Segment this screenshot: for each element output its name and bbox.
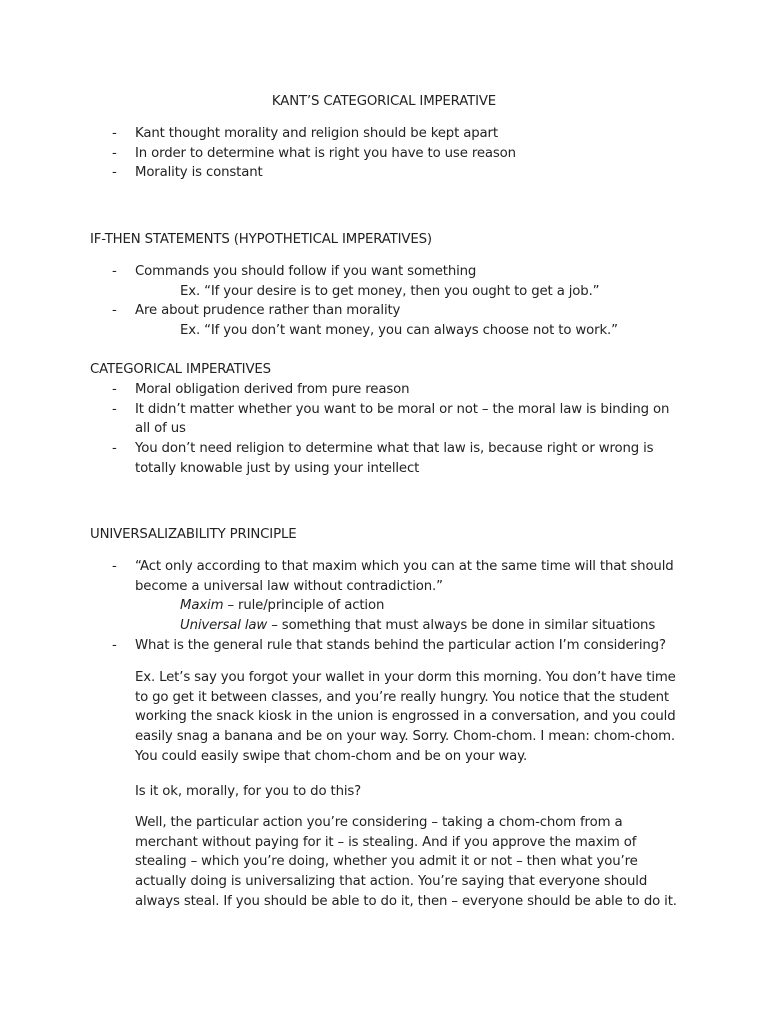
bullet-dash: - xyxy=(112,637,117,653)
bullet-dash: - xyxy=(112,382,117,397)
bullet-dash: - xyxy=(112,401,117,417)
bullet-dash: - xyxy=(112,303,117,319)
list-item xyxy=(90,557,680,636)
bullet-dash: - xyxy=(112,264,117,279)
section-heading-hypothetical: IF-THEN STATEMENTS (HYPOTHETICAL IMPERATIVES) xyxy=(90,232,432,247)
list-item: - Moral obligation derived from pure reason xyxy=(90,380,680,400)
example-paragraph: Ex. Let’s say you forgot your wallet in your dorm this morning. You don’t have time to go get it between classes, and you’re really hungry. You notice that the student working the snack kiosk in the union is engrossed in a conversation, and you could easily snag a banana and be on your way. Sorry. Chom-chom. I mean: chom-chom. You could easily swipe that chom-chom and be on your way. xyxy=(135,670,676,764)
example-line: Ex. “If your desire is to get money, then you ought to get a job.” xyxy=(180,283,600,299)
term-maxim: Maxim xyxy=(180,598,224,614)
definition-universal-law: Universal law – something that must always be done in similar situations xyxy=(180,618,656,634)
list-item: - In order to determine what is right you have to use reason xyxy=(90,144,680,164)
list-item: - Kant thought morality and religion should be kept apart xyxy=(90,124,680,144)
list-item: - What is the general rule that stands behind the particular action I’m considering? xyxy=(90,636,680,656)
list-item: - Commands you should follow if you want something Ex. “If your desire is to get money, then you ought to get a job.” xyxy=(90,262,680,301)
list-item: - You don’t need religion to determine what that law is, because right or wrong is totally knowable just by using your intellect xyxy=(112,441,654,476)
maxim-quote: “Act only according to that maxim which you can at the same time will that should become a universal law without contradiction.” xyxy=(135,559,674,594)
section-heading-universalizability: UNIVERSALIZABILITY PRINCIPLE xyxy=(90,527,297,542)
bullet-dash: - xyxy=(112,441,117,457)
bullet-dash: - xyxy=(112,145,117,161)
intro-list xyxy=(90,124,680,183)
section-heading-categorical: CATEGORICAL IMPERATIVES xyxy=(90,362,271,377)
list-item: - Morality is constant xyxy=(90,163,680,183)
bullet-dash: - xyxy=(112,559,117,574)
analysis-paragraph: Well, the particular action you’re considering – taking a chom-chom from a merchant without paying for it – is stealing. And if you approve the maxim of stealing – which you’re doing, whether you admit it or not – then what you’re actually doing is universalizing that action. You’re saying that everyone should always steal. If you should be able to do it, then – everyone should be able to do it. xyxy=(135,815,677,909)
categorical-list xyxy=(90,380,680,479)
bullet-dash: - xyxy=(112,165,117,181)
example-line: Ex. “If you don’t want money, you can always choose not to work.” xyxy=(180,323,618,339)
definition-maxim: Maxim – rule/principle of action xyxy=(180,598,385,614)
page-title: KANT’S CATEGORICAL IMPERATIVE xyxy=(271,94,497,109)
hypothetical-list xyxy=(90,262,680,341)
question-paragraph: Is it ok, morally, for you to do this? xyxy=(135,784,362,799)
universalizability-list xyxy=(90,557,680,656)
bullet-dash: - xyxy=(112,126,117,141)
term-universal-law: Universal law xyxy=(180,618,268,634)
list-item: - Are about prudence rather than morality Ex. “If you don’t want money, you can always choose not to work.” xyxy=(90,301,680,340)
list-item: - It didn’t matter whether you want to be moral or not – the moral law is binding on all of us xyxy=(112,401,670,437)
